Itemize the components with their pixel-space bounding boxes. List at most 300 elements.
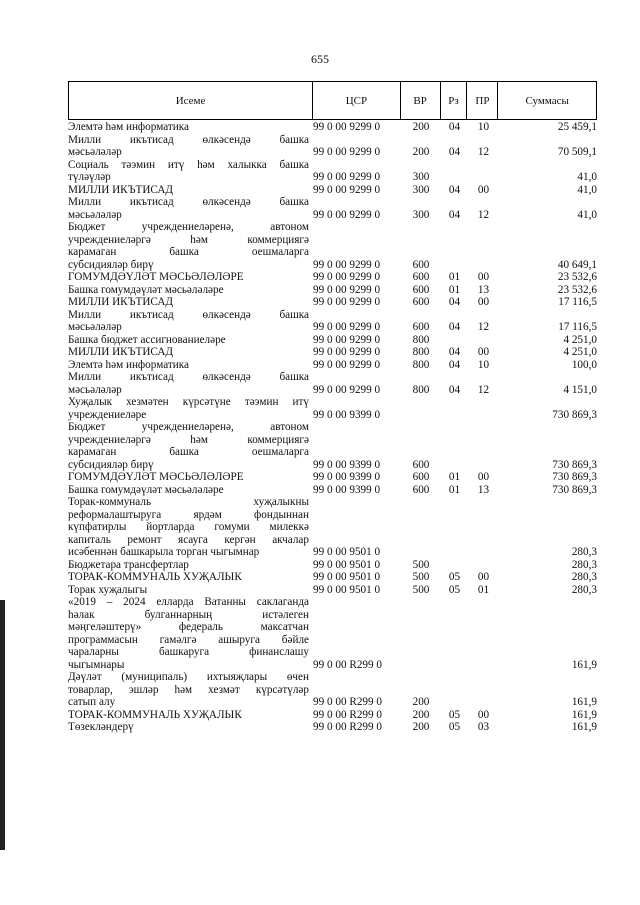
table-row	[68, 709, 597, 722]
row-name	[68, 346, 313, 359]
row-rz	[441, 296, 468, 309]
row-name-line: программасын гамәлгә ашыруга бәйле	[68, 633, 309, 646]
row-vr-value: 200	[412, 121, 430, 133]
row-csr	[313, 346, 401, 359]
row-name-line: ГОМУМДӘҮЛӘТ МӘСЬӘЛӘЛӘРЕ	[68, 271, 244, 283]
table-header	[68, 81, 597, 120]
row-csr	[313, 421, 401, 471]
row-sum-value: 41,0	[577, 208, 597, 221]
row-name	[68, 121, 313, 134]
row-sum-value: 25 459,1	[557, 121, 597, 133]
row-name-line: Дәүләт (муниципаль) ихтыяҗлары өчен	[68, 671, 309, 683]
row-name-line: чыгымнары	[68, 658, 125, 671]
row-name	[68, 296, 313, 309]
row-csr-value: 99 0 00 9299 0	[313, 258, 381, 271]
row-rz	[441, 334, 468, 347]
row-pr-value: 12	[477, 321, 490, 333]
row-name	[68, 371, 313, 396]
row-rz	[441, 371, 468, 396]
row-csr-value: 99 0 00 R299 0	[313, 696, 382, 708]
row-csr-value: 99 0 00 9299 0	[313, 283, 381, 296]
row-pr	[468, 271, 499, 284]
row-vr	[401, 496, 441, 559]
row-vr-value: 500	[412, 583, 430, 596]
row-name-line: МИЛЛИ ИКЪТИСАД	[68, 183, 174, 196]
row-vr	[401, 584, 441, 597]
row-name-line: мәсьәләләр	[68, 208, 122, 221]
row-csr-value: 99 0 00 9299 0	[313, 296, 381, 308]
row-name-line: Бюджетара трансфертлар	[68, 558, 189, 571]
row-name-line: карамаган башка оешмаларга	[68, 446, 309, 458]
table-row	[68, 134, 597, 159]
row-rz	[441, 121, 468, 134]
row-pr-value: 00	[477, 271, 490, 283]
table-row	[68, 334, 597, 347]
row-pr	[468, 471, 499, 484]
row-vr-value: 800	[412, 346, 430, 358]
row-vr-value: 500	[412, 571, 430, 583]
row-rz-value: 05	[448, 708, 461, 721]
row-pr	[468, 484, 499, 497]
row-vr	[401, 284, 441, 297]
row-pr	[468, 284, 499, 297]
row-csr	[313, 596, 401, 671]
row-name-line: МИЛЛИ ИКЪТИСАД	[68, 296, 174, 308]
row-csr-value: 99 0 00 R299 0	[313, 708, 382, 721]
row-name	[68, 484, 313, 497]
row-vr	[401, 334, 441, 347]
row-sum-value: 4 251,0	[563, 333, 597, 346]
row-pr	[468, 359, 499, 372]
row-vr-value: 600	[412, 271, 430, 283]
row-vr	[401, 184, 441, 197]
row-name-line: Элемтә һәм информатика	[68, 121, 189, 133]
row-name	[68, 359, 313, 372]
row-name	[68, 496, 313, 559]
row-pr-value: 00	[477, 346, 490, 358]
row-rz	[441, 559, 468, 572]
row-vr-value: 600	[412, 483, 430, 496]
row-name	[68, 596, 313, 671]
row-vr-value: 300	[412, 208, 430, 221]
row-sum	[499, 346, 597, 359]
row-name-line: ТОРАК-КОММУНАЛЬ ХУҖАЛЫК	[68, 708, 242, 721]
row-name-line: түләүләр	[68, 171, 111, 183]
table-row	[68, 309, 597, 334]
row-vr	[401, 721, 441, 734]
row-pr-value: 00	[477, 708, 490, 721]
row-csr	[313, 571, 401, 584]
row-rz	[441, 709, 468, 722]
row-csr-value: 99 0 00 9299 0	[313, 346, 381, 358]
row-pr	[468, 334, 499, 347]
row-name	[68, 284, 313, 297]
row-sum-value: 161,9	[571, 658, 597, 671]
row-sum	[499, 221, 597, 271]
row-rz-value: 04	[448, 208, 461, 221]
row-csr-value: 99 0 00 9299 0	[313, 321, 381, 333]
row-sum	[499, 596, 597, 671]
row-rz	[441, 721, 468, 734]
row-sum-value: 40 649,1	[557, 258, 597, 271]
row-name-line: Элемтә һәм информатика	[68, 358, 189, 371]
row-rz-value: 04	[448, 183, 461, 196]
row-sum-value: 730 869,3	[552, 408, 597, 421]
row-rz	[441, 496, 468, 559]
table-row	[68, 721, 597, 734]
row-name-line: товарлар, эшләр һәм хезмәт күрсәтүләр	[68, 683, 309, 696]
row-sum-value: 730 869,3	[552, 458, 597, 471]
row-vr	[401, 421, 441, 471]
row-name-line: Милли икътисад өлкәсендә башка	[68, 308, 309, 321]
row-sum-value: 17 116,5	[558, 296, 597, 308]
row-vr-value: 300	[412, 183, 430, 196]
row-vr-value: 800	[412, 383, 430, 396]
row-pr-value: 10	[477, 358, 490, 371]
row-vr	[401, 221, 441, 271]
row-vr-value: 300	[412, 171, 430, 183]
row-vr-value: 800	[412, 358, 430, 371]
table-row	[68, 559, 597, 572]
row-rz-value: 05	[448, 583, 461, 596]
row-csr-value: 99 0 00 R299 0	[313, 658, 382, 671]
row-name-line: Башка гомумдәүләт мәсьәләләре	[68, 283, 224, 296]
row-rz	[441, 671, 468, 709]
row-name-line: мәсьәләләр	[68, 146, 122, 158]
row-sum-value: 4 151,0	[563, 383, 597, 396]
scan-edge-bar	[0, 600, 5, 850]
row-csr-value: 99 0 00 9299 0	[313, 146, 381, 158]
table-row	[68, 371, 597, 396]
row-csr	[313, 296, 401, 309]
row-vr	[401, 671, 441, 709]
row-name-line: Бюджет учреждениеләренә, автоном	[68, 221, 309, 233]
row-csr	[313, 359, 401, 372]
row-rz	[441, 571, 468, 584]
row-sum	[499, 671, 597, 709]
table-row	[68, 184, 597, 197]
row-sum-value: 161,9	[571, 696, 597, 708]
row-csr-value: 99 0 00 9501 0	[313, 583, 381, 596]
row-pr-value: 13	[477, 283, 490, 296]
row-sum-value: 100,0	[571, 358, 597, 371]
row-csr-value: 99 0 00 9299 0	[313, 208, 381, 221]
table-row	[68, 359, 597, 372]
row-pr-value: 00	[477, 296, 490, 308]
row-pr-value: 10	[477, 121, 490, 133]
row-name	[68, 709, 313, 722]
row-name	[68, 471, 313, 484]
row-rz	[441, 484, 468, 497]
row-pr-value: 03	[477, 721, 490, 733]
row-name-line: учреждениеләргә һәм коммерциягә	[68, 433, 309, 446]
row-pr	[468, 496, 499, 559]
row-name	[68, 584, 313, 597]
row-csr	[313, 709, 401, 722]
row-vr	[401, 371, 441, 396]
row-vr-value: 600	[412, 283, 430, 296]
table-row	[68, 396, 597, 421]
row-sum	[499, 471, 597, 484]
row-rz-value: 04	[448, 358, 461, 371]
row-vr	[401, 296, 441, 309]
table-row	[68, 271, 597, 284]
row-pr	[468, 396, 499, 421]
header-pr: ПР	[467, 82, 498, 119]
row-rz-value: 05	[448, 571, 461, 583]
row-vr-value: 200	[412, 721, 430, 733]
row-sum-value: 23 532,6	[557, 271, 597, 283]
row-rz	[441, 309, 468, 334]
row-csr-value: 99 0 00 9399 0	[313, 471, 381, 483]
row-vr-value: 200	[412, 708, 430, 721]
row-name-line: ГОМУМДӘҮЛӘТ МӘСЬӘЛӘЛӘРЕ	[68, 471, 244, 483]
table-row	[68, 346, 597, 359]
row-pr-value: 00	[477, 471, 490, 483]
row-rz-value: 04	[448, 321, 461, 333]
row-sum	[499, 309, 597, 334]
row-rz-value: 04	[448, 296, 461, 308]
row-name-line: Милли икътисад өлкәсендә башка	[68, 133, 309, 146]
row-name-line: күпфатирлы йортларда гомуми милеккә	[68, 521, 309, 533]
row-rz	[441, 346, 468, 359]
row-sum	[499, 371, 597, 396]
row-name-line: Социаль тәэмин итү һәм халыкка башка	[68, 158, 309, 171]
row-name-line: исәбеннән башкарыла торган чыгымнар	[68, 546, 260, 558]
row-vr	[401, 134, 441, 159]
row-name-line: «2019 – 2024 елларда Ватанны саклаганда	[68, 596, 309, 608]
row-pr	[468, 721, 499, 734]
row-vr	[401, 271, 441, 284]
row-name-line: реформалаштыруга ярдәм фондыннан	[68, 508, 309, 521]
row-sum	[499, 134, 597, 159]
row-name	[68, 559, 313, 572]
table-row	[68, 571, 597, 584]
row-csr	[313, 396, 401, 421]
table-row	[68, 121, 597, 134]
row-rz-value: 04	[448, 146, 461, 158]
row-name-line: мәңгеләштерү» федераль максатчан	[68, 621, 309, 633]
row-pr-value: 00	[477, 183, 490, 196]
row-vr-value: 600	[412, 258, 430, 271]
row-name-line: карамаган башка оешмаларга	[68, 246, 309, 258]
row-pr-value: 12	[477, 208, 490, 221]
row-rz	[441, 421, 468, 471]
row-csr-value: 99 0 00 9299 0	[313, 333, 381, 346]
row-sum	[499, 571, 597, 584]
row-sum	[499, 496, 597, 559]
row-sum-value: 280,3	[571, 583, 597, 596]
row-pr	[468, 121, 499, 134]
table-row	[68, 596, 597, 671]
row-csr	[313, 721, 401, 734]
row-rz	[441, 359, 468, 372]
row-csr-value: 99 0 00 9399 0	[313, 483, 381, 496]
row-sum-value: 41,0	[577, 171, 597, 183]
table-row	[68, 471, 597, 484]
row-csr	[313, 484, 401, 497]
row-sum	[499, 421, 597, 471]
table-row	[68, 221, 597, 271]
row-vr	[401, 121, 441, 134]
row-sum	[499, 284, 597, 297]
row-vr	[401, 571, 441, 584]
row-name	[68, 396, 313, 421]
table-row	[68, 296, 597, 309]
row-rz	[441, 284, 468, 297]
row-rz	[441, 471, 468, 484]
row-pr	[468, 596, 499, 671]
table-row	[68, 159, 597, 184]
row-csr	[313, 584, 401, 597]
row-pr-value: 12	[477, 383, 490, 396]
row-rz-value: 04	[448, 383, 461, 396]
row-name	[68, 134, 313, 159]
row-vr-value: 600	[412, 458, 430, 471]
row-name-line: учреждениеләре	[68, 408, 147, 421]
row-rz-value: 04	[448, 346, 461, 358]
row-vr	[401, 471, 441, 484]
row-pr	[468, 309, 499, 334]
row-pr-value: 01	[477, 583, 490, 596]
row-name-line: Төзекләндерү	[68, 721, 134, 733]
row-name-line: сатып алу	[68, 696, 116, 708]
row-pr	[468, 296, 499, 309]
row-name	[68, 271, 313, 284]
row-csr	[313, 496, 401, 559]
row-csr	[313, 184, 401, 197]
row-csr	[313, 196, 401, 221]
row-sum-value: 161,9	[571, 721, 597, 733]
row-name	[68, 421, 313, 471]
header-vr: ВР	[401, 82, 441, 119]
row-csr	[313, 134, 401, 159]
row-csr	[313, 309, 401, 334]
row-csr-value: 99 0 00 9299 0	[313, 183, 381, 196]
row-vr	[401, 396, 441, 421]
row-name	[68, 159, 313, 184]
row-csr	[313, 334, 401, 347]
row-name-line: Башка бюджет ассигнованиеләре	[68, 333, 226, 346]
row-name	[68, 721, 313, 734]
row-name-line: Милли икътисад өлкәсендә башка	[68, 371, 309, 383]
table-row	[68, 421, 597, 471]
row-sum	[499, 196, 597, 221]
row-rz	[441, 134, 468, 159]
row-rz	[441, 184, 468, 197]
row-sum	[499, 559, 597, 572]
row-sum-value: 17 116,5	[558, 321, 597, 333]
row-rz	[441, 596, 468, 671]
row-name-line: капиталь ремонт ясауга кергән акчалар	[68, 533, 309, 546]
row-sum	[499, 584, 597, 597]
row-csr-value: 99 0 00 9299 0	[313, 383, 381, 396]
row-csr-value: 99 0 00 9501 0	[313, 546, 381, 558]
row-vr	[401, 359, 441, 372]
row-vr-value: 200	[412, 146, 430, 158]
row-name-line: Башка гомумдәүләт мәсьәләләре	[68, 483, 224, 496]
row-name	[68, 571, 313, 584]
row-pr	[468, 371, 499, 396]
row-pr	[468, 671, 499, 709]
row-name-line: Торак-коммуналь хуҗалыкны	[68, 496, 309, 508]
row-name-line: чараларны башкаруга финанслашу	[68, 646, 309, 658]
row-sum	[499, 396, 597, 421]
row-name-line: һәлак булганнарның истәлеген	[68, 608, 309, 621]
row-csr-value: 99 0 00 9299 0	[313, 271, 381, 283]
row-rz	[441, 221, 468, 271]
row-pr	[468, 346, 499, 359]
row-pr	[468, 571, 499, 584]
row-sum-value: 4 251,0	[563, 346, 597, 358]
row-pr	[468, 421, 499, 471]
row-pr-value: 13	[477, 483, 490, 496]
table-row	[68, 484, 597, 497]
row-vr-value: 600	[412, 471, 430, 483]
row-name	[68, 334, 313, 347]
row-pr-value: 12	[477, 146, 490, 158]
row-sum	[499, 484, 597, 497]
row-pr	[468, 584, 499, 597]
row-sum	[499, 296, 597, 309]
row-name-line: субсидияләр бирү	[68, 458, 154, 471]
row-csr-value: 99 0 00 9299 0	[313, 121, 381, 133]
row-name	[68, 196, 313, 221]
row-vr-value: 600	[412, 296, 430, 308]
row-sum	[499, 271, 597, 284]
row-csr	[313, 471, 401, 484]
row-vr	[401, 559, 441, 572]
row-rz-value: 04	[448, 121, 461, 133]
row-pr	[468, 134, 499, 159]
row-name-line: Милли икътисад өлкәсендә башка	[68, 196, 309, 208]
row-vr	[401, 196, 441, 221]
table-row	[68, 584, 597, 597]
row-sum-value: 730 869,3	[552, 471, 597, 483]
row-csr	[313, 159, 401, 184]
row-csr-value: 99 0 00 9501 0	[313, 571, 381, 583]
row-rz-value: 05	[448, 721, 461, 733]
row-vr	[401, 709, 441, 722]
row-vr	[401, 346, 441, 359]
row-rz	[441, 584, 468, 597]
row-vr-value: 500	[412, 558, 430, 571]
row-name-line: Бюджет учреждениеләренә, автоном	[68, 421, 309, 433]
row-sum-value: 70 509,1	[557, 146, 597, 158]
table-row	[68, 196, 597, 221]
row-name-line: Хуҗалык хезмәтен күрсәтүне тәэмин итү	[68, 396, 309, 408]
row-name-line: мәсьәләләр	[68, 321, 122, 333]
row-vr-value: 800	[412, 333, 430, 346]
row-rz	[441, 396, 468, 421]
row-rz	[441, 196, 468, 221]
row-csr-value: 99 0 00 9501 0	[313, 558, 381, 571]
table-body	[68, 121, 597, 734]
row-rz	[441, 159, 468, 184]
row-csr	[313, 271, 401, 284]
table-row	[68, 284, 597, 297]
row-name-line: учреждениеләргә һәм коммерциягә	[68, 233, 309, 246]
row-vr-value: 200	[412, 696, 430, 708]
row-sum	[499, 121, 597, 134]
row-csr	[313, 221, 401, 271]
row-name-line: МИЛЛИ ИКЪТИСАД	[68, 346, 174, 358]
row-sum-value: 161,9	[571, 708, 597, 721]
row-csr-value: 99 0 00 9399 0	[313, 408, 381, 421]
row-vr	[401, 596, 441, 671]
row-csr-value: 99 0 00 9299 0	[313, 171, 381, 183]
row-sum-value: 730 869,3	[552, 483, 597, 496]
